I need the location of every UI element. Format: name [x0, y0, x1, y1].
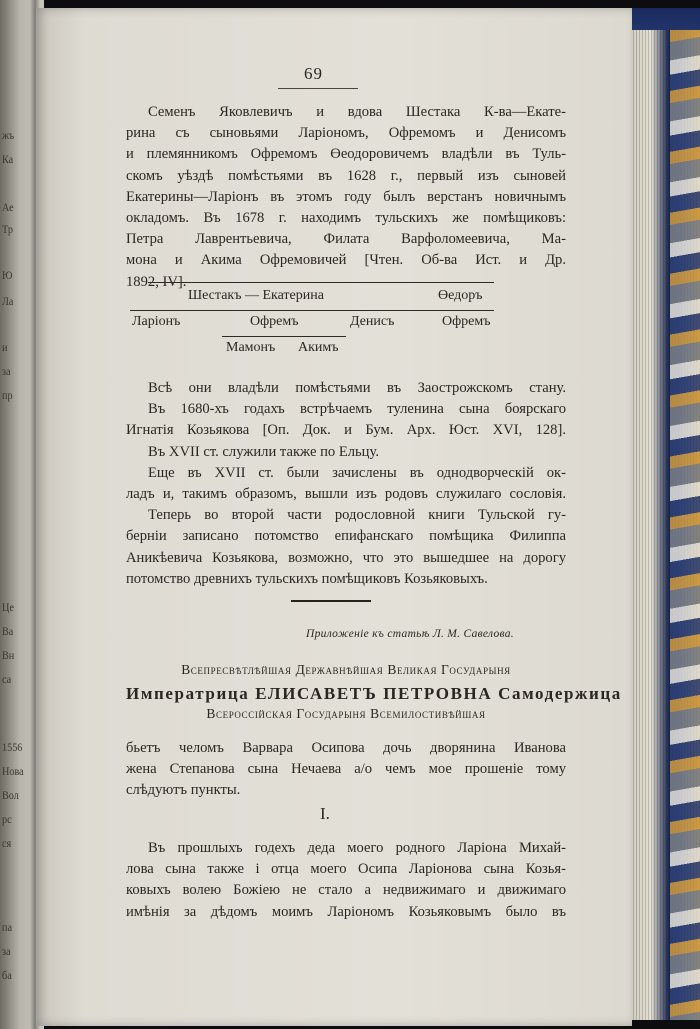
- left-page-fragment: ся: [2, 836, 12, 850]
- text-line: лова сына также i отца моего Осипа Ларiонова сына Козья-: [126, 861, 566, 878]
- page-number: 69: [304, 64, 323, 83]
- text-line: мона и Акима Офремовичей [Чтен. Об-ва Ист. и Др.: [126, 252, 566, 269]
- address-heading-line-2: [126, 684, 622, 704]
- page-number-rule: [278, 88, 358, 89]
- left-page-fragment: за: [2, 944, 11, 958]
- tree-node: Денисъ: [350, 314, 395, 329]
- text-line: Екатерины—Ларiонъ въ этомъ году былъ верстанъ новичнымъ: [126, 188, 566, 205]
- left-page-fragment: ба: [2, 968, 12, 982]
- text-line: окладомъ. Въ 1678 г. находимъ тульскихъ же помѣщиковъ:: [126, 210, 566, 227]
- left-page-fragment: и: [2, 340, 8, 354]
- left-page-fragment: па: [2, 920, 12, 934]
- left-page-fragment: пр: [2, 388, 13, 402]
- left-page-fragment: Вол: [2, 788, 19, 802]
- text-line: Петра Лаврентьевича, Филата Варфоломеевича, Ма-: [126, 231, 566, 248]
- left-page-fragment: жъ: [2, 128, 15, 142]
- tree-node: Шестакъ — Екатерина: [188, 288, 324, 303]
- left-page-fragment: Ае: [2, 200, 14, 214]
- tree-node: Өедоръ: [438, 288, 483, 303]
- text-line: Въ XVII ст. служили также по Ельцу.: [148, 443, 379, 460]
- text-line: рина съ сыновьями Ларiономъ, Офремомъ и Денисомъ: [126, 125, 566, 142]
- text-line: Игнатiя Козьякова [Оп. Док. и Бум. Арх. Юст. XVI, 128].: [126, 422, 566, 439]
- page-edges: [630, 30, 700, 1020]
- left-page-fragment: Нова: [2, 764, 24, 778]
- text-line: Въ прошлыхъ годехъ деда моего родного Ларiона Михай-: [148, 840, 566, 856]
- text-line: имѣнiя за дѣдомъ моимъ Ларiономъ Козьяковымъ было въ: [126, 903, 566, 920]
- text-line: и племянникомъ Офремомъ Өеодоровичемъ владѣли въ Туль-: [126, 146, 566, 163]
- section-number: I.: [320, 804, 330, 823]
- left-page-fragment: Вн: [2, 648, 15, 662]
- paragraph-2: [126, 378, 566, 590]
- empress-title: Императрица ЕЛИСАВЕТЪ ПЕТРОВНА Самодержица: [126, 684, 622, 703]
- left-page-fragment: Ю: [2, 268, 13, 282]
- address-heading-line-1: Всепресвѣтлѣйшая Державнѣйшая Великая Государыня: [181, 662, 511, 677]
- left-page-fragment: Ла: [2, 294, 14, 308]
- text-line: бьетъ челомъ Варвара Осипова дочь дворянина Иванова: [126, 740, 566, 756]
- left-page-fragment: са: [2, 672, 12, 686]
- text-line: слѣдуютъ пункты.: [126, 782, 241, 799]
- text-line: Въ 1680-хъ годахъ встрѣчаемъ туленина сына боярскаго: [148, 401, 566, 418]
- appendix-note: Приложенiе къ статьѣ Л. М. Савелова.: [306, 628, 514, 640]
- tree-rule: [130, 310, 494, 311]
- text-line: Теперь во второй части родословной книги Тульской гу-: [148, 507, 566, 524]
- book-page: [36, 8, 632, 1026]
- text-line: потомство древнихъ тульскихъ помѣщиковъ Козьяковыхъ.: [126, 570, 488, 587]
- text-line: жена Степанова сына Нечаева а/о чемъ мое прошенiе тому: [126, 761, 566, 778]
- tree-node: Ларiонъ: [132, 314, 181, 329]
- address-heading-line-3: Всероссiйская Государыня Всемилостивѣйшая: [206, 706, 486, 721]
- text-line: ладъ и, такимъ образомъ, вышли изъ родовъ служилаго сословiя.: [126, 486, 566, 503]
- text-line: ковыхъ волею Божiею не стало а недвижимаго и движимаго: [126, 882, 566, 899]
- tree-node: Мамонъ: [226, 340, 276, 355]
- tree-node: Офремъ: [250, 314, 299, 329]
- section-divider: [291, 600, 371, 602]
- marbled-edge: [670, 30, 700, 1020]
- family-tree: [116, 280, 576, 366]
- text-line: Семенъ Яковлевичъ и вдова Шестака К-ва—Екате-: [148, 104, 566, 120]
- text-line: скомъ уѣздѣ помѣстьями въ 1628 г., первый изъ сыновей: [126, 167, 566, 184]
- left-page-fragment: Ка: [2, 152, 14, 166]
- text-line: 1892, IV].: [126, 273, 187, 290]
- tree-rule: [222, 336, 346, 337]
- text-line: Всѣ они владѣли помѣстьями въ Заострожскомъ стану.: [148, 380, 566, 396]
- text-line: Еще въ XVII ст. были зачислены въ однодворческiй ок-: [148, 464, 566, 481]
- left-page-fragment: за: [2, 364, 11, 378]
- petition-intro: [126, 738, 566, 802]
- text-line: бернiи записано потомство епифанскаго помѣщика Филиппа: [126, 528, 566, 545]
- paragraph-1: [126, 102, 566, 293]
- left-page-fragment: рс: [2, 812, 12, 826]
- paragraph-3: [126, 838, 566, 923]
- left-page-fragment: Bа: [2, 624, 14, 638]
- tree-rule: [148, 282, 494, 283]
- left-page-fragment: Тр: [2, 222, 13, 236]
- tree-node: Акимъ: [298, 340, 339, 355]
- text-line: Аникѣевича Козьякова, возможно, что это вышедшее на дорогу: [126, 549, 566, 566]
- tree-node: Офремъ: [442, 314, 491, 329]
- left-page-fragment: Це: [2, 600, 14, 614]
- left-page-fragment: 1556: [2, 740, 23, 754]
